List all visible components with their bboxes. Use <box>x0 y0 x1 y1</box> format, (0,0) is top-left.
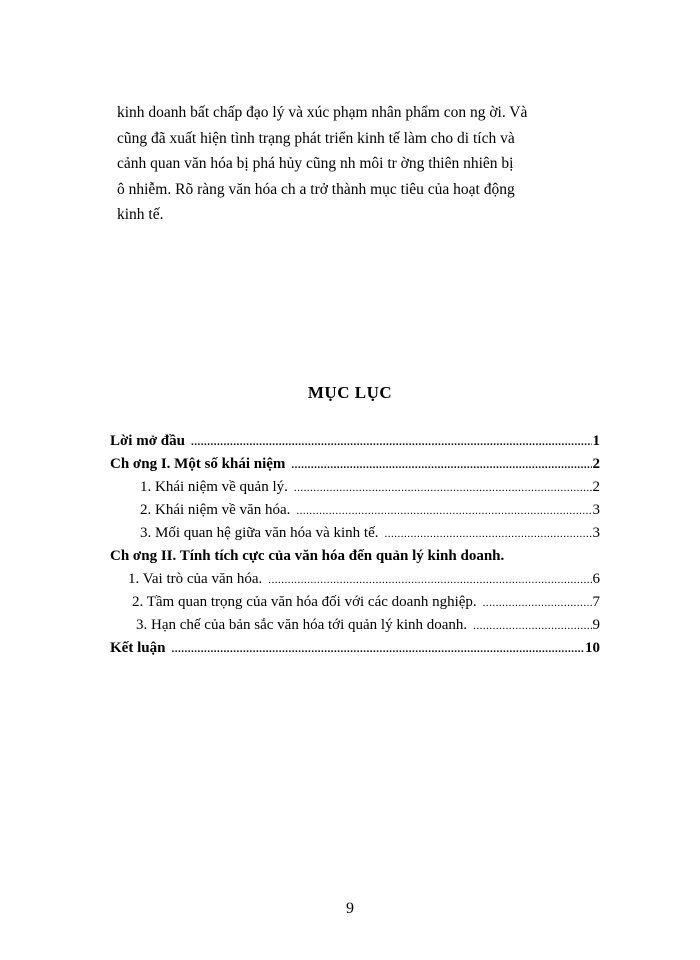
toc-entry-text: Lời mở đầu <box>110 433 185 449</box>
toc-entry-text: 3. Hạn chế của bản sắc văn hóa tới quản lý kinh doanh. <box>136 617 468 633</box>
toc-entry-section[interactable] <box>110 476 600 499</box>
toc-entry-page: 7 <box>592 594 600 610</box>
body-line: kinh tế. <box>117 206 164 223</box>
toc-entry-text: Ch ơng I. Một số khái niệm <box>110 456 286 472</box>
toc-entry-section[interactable] <box>110 499 600 522</box>
toc-entry-text: 2. Khái niệm về văn hóa. <box>140 502 291 518</box>
toc-entry-page: 2 <box>592 479 600 495</box>
toc-entry-conclusion[interactable] <box>110 637 600 660</box>
body-line: kinh doanh bất chấp đạo lý và xúc phạm nhân phẩm con ng ời. Và <box>117 104 528 121</box>
toc-leader-dots <box>385 523 592 546</box>
body-paragraph <box>117 100 591 228</box>
body-line: ô nhiễm. Rõ ràng văn hóa ch a trở thành mục tiêu của hoạt động <box>117 180 515 198</box>
toc-entry-text: Kết luận <box>110 640 166 656</box>
toc-entry-page: 3 <box>592 502 600 518</box>
toc-entry-text: 2. Tầm quan trọng của văn hóa đối với các doanh nghiệp. <box>132 594 477 610</box>
toc-entry-chapter-2[interactable] <box>110 545 600 568</box>
toc-entry-text: 3. Mối quan hệ giữa văn hóa và kinh tế. <box>140 525 379 541</box>
toc-entry-page: 6 <box>592 571 600 587</box>
toc-leader-dots <box>191 431 592 454</box>
toc-entry-chapter-1[interactable] <box>110 453 600 476</box>
toc-entry-intro[interactable] <box>110 430 600 453</box>
toc-entry-section[interactable] <box>110 591 600 614</box>
toc-entry-section[interactable] <box>110 522 600 545</box>
table-of-contents <box>110 430 600 660</box>
toc-leader-dots <box>268 569 591 592</box>
toc-entry-text: 1. Khái niệm về quản lý. <box>140 479 288 495</box>
toc-leader-dots <box>296 500 591 523</box>
toc-leader-dots <box>291 454 591 477</box>
toc-entry-page: 3 <box>592 525 600 541</box>
toc-leader-dots <box>473 615 591 638</box>
toc-entry-section[interactable] <box>110 614 600 637</box>
toc-entry-text: Ch ơng II. Tính tích cực của văn hóa đến quản lý kinh doanh. <box>110 548 505 564</box>
toc-entry-page: 2 <box>592 456 600 472</box>
toc-entry-page: 9 <box>592 617 600 633</box>
toc-entry-page: 1 <box>592 433 600 449</box>
toc-entry-page: 10 <box>585 640 600 656</box>
page-number: 9 <box>346 900 354 917</box>
body-line: cảnh quan văn hóa bị phá hủy cũng nh môi tr ờng thiên nhiên bị <box>117 155 514 172</box>
toc-entry-section[interactable] <box>110 568 600 591</box>
body-line: cũng đã xuất hiện tình trạng phát triển kinh tế làm cho di tích và <box>117 129 515 147</box>
toc-entry-text: 1. Vai trò của văn hóa. <box>128 571 263 587</box>
toc-title: MỤC LỤC <box>307 383 393 402</box>
toc-leader-dots <box>294 477 592 500</box>
toc-leader-dots <box>171 638 584 661</box>
toc-leader-dots <box>483 592 592 615</box>
